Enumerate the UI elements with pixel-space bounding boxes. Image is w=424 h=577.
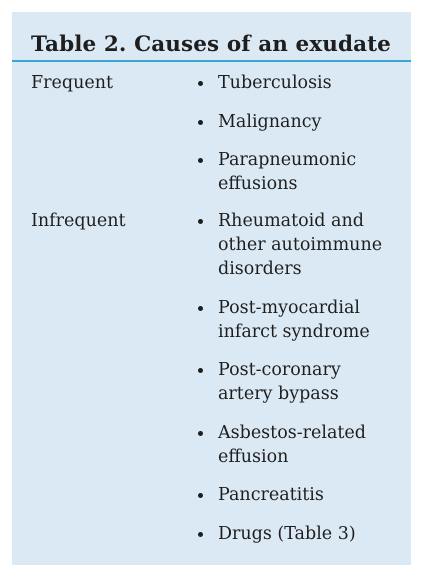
infrequent-causes-list: [198, 209, 403, 560]
list-item-text: Asbestos-related effusion: [218, 422, 366, 467]
bullet-icon: [198, 368, 203, 373]
list-item-text: Post-myocardial infarct syndrome: [218, 297, 370, 342]
list-item-text: Pancreatitis: [218, 485, 324, 505]
list-item-text: Tuberculosis: [218, 73, 332, 93]
exudate-causes-table: [12, 12, 411, 565]
bullet-icon: [198, 120, 203, 125]
list-item: [198, 358, 403, 406]
list-item-text: Drugs (Table 3): [218, 523, 356, 544]
bullet-icon: [198, 219, 203, 224]
bullet-icon: [198, 81, 203, 86]
table-title: Table 2. Causes of an exudate: [31, 32, 391, 57]
list-item-text: Malignancy: [218, 111, 322, 132]
list-item: [198, 71, 403, 95]
list-item-text: Parapneumonic effusions: [218, 150, 357, 194]
bullet-icon: [198, 431, 203, 436]
bullet-icon: [198, 532, 203, 537]
category-label-infrequent: Infrequent: [31, 211, 126, 231]
list-item: [198, 209, 403, 281]
list-item-text: Rheumatoid and other autoimmune disorders: [218, 211, 383, 279]
category-label-frequent: Frequent: [31, 73, 113, 93]
list-item: [198, 148, 403, 196]
bullet-icon: [198, 306, 203, 311]
bullet-icon: [198, 493, 203, 498]
bullet-icon: [198, 158, 203, 163]
title-divider: [12, 60, 411, 62]
list-item: [198, 522, 403, 546]
list-item: [198, 421, 403, 469]
list-item: [198, 110, 403, 134]
list-item: [198, 483, 403, 507]
list-item: [198, 296, 403, 344]
frequent-causes-list: [198, 71, 403, 211]
list-item-text: Post-coronary artery bypass: [218, 360, 341, 404]
